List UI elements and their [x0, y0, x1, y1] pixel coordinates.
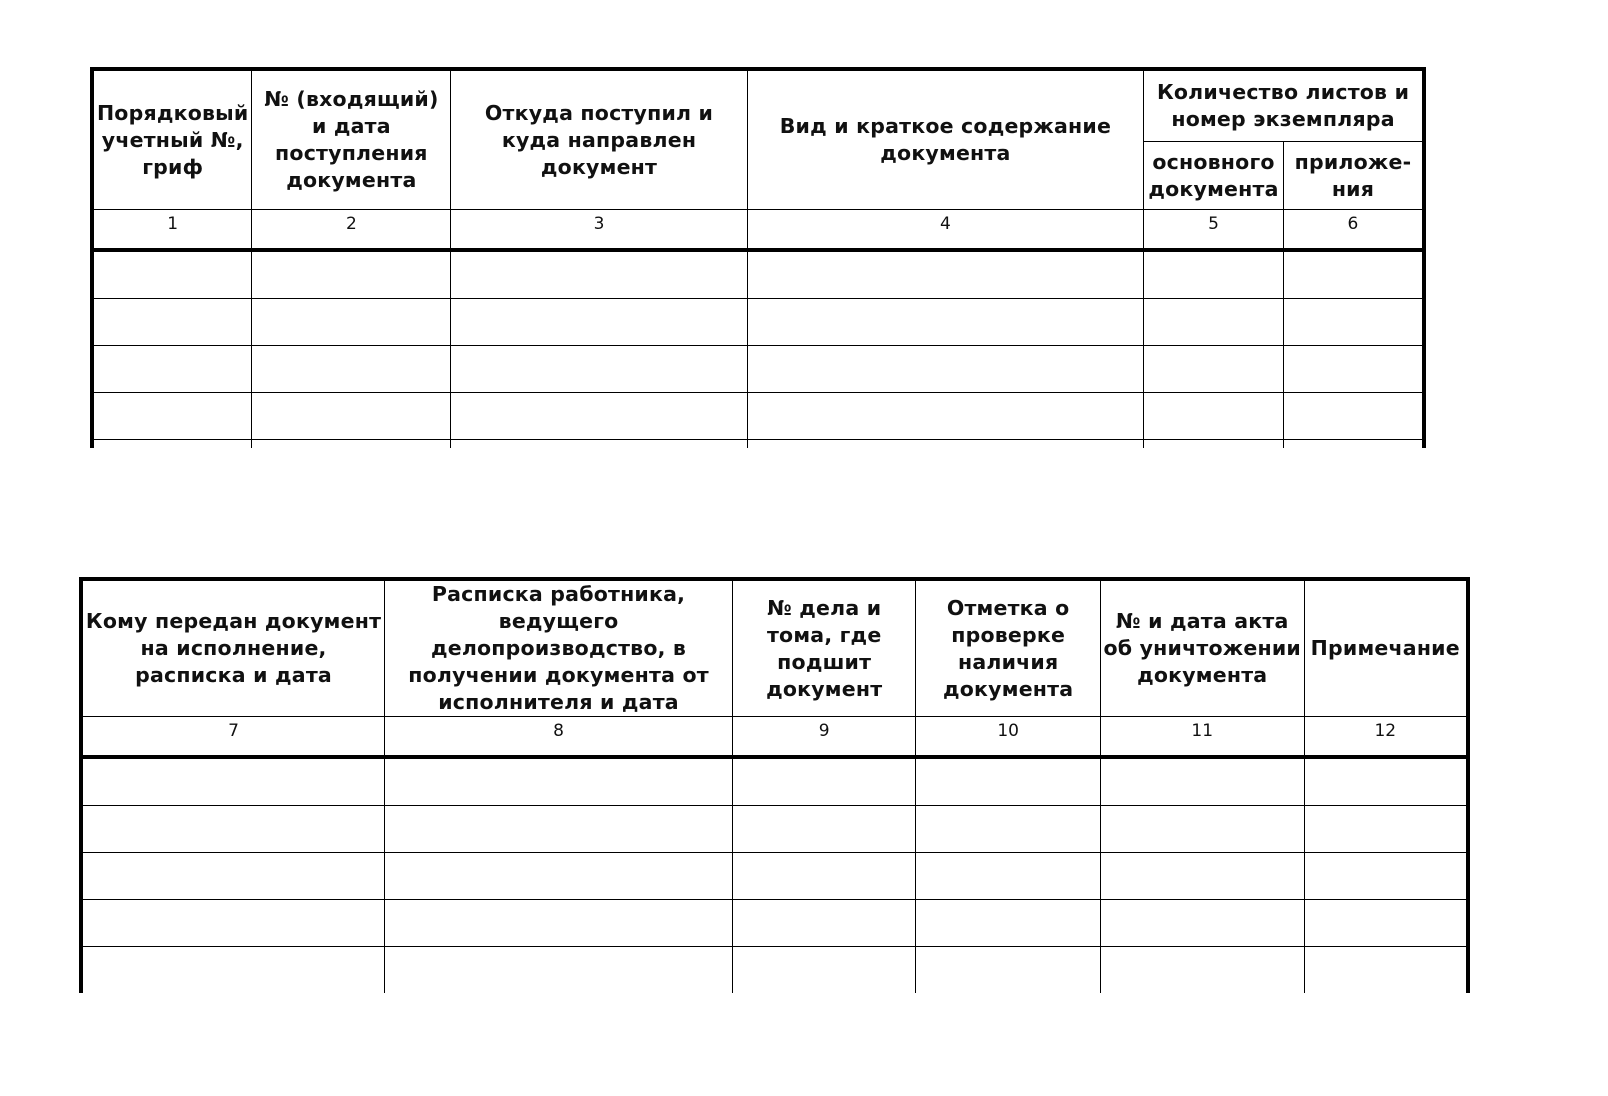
empty-cell[interactable] — [1283, 299, 1424, 346]
empty-cell[interactable] — [81, 757, 385, 806]
empty-cell[interactable] — [1283, 346, 1424, 393]
empty-cell[interactable] — [1283, 250, 1424, 299]
header-transferred-to: Кому передан документ на исполнение, расписка и дата — [81, 579, 385, 717]
empty-cell[interactable] — [1144, 346, 1284, 393]
header-source-destination: Откуда поступил и куда направлен документ — [451, 69, 747, 210]
empty-cell[interactable] — [1304, 947, 1468, 994]
column-number: 5 — [1144, 210, 1284, 251]
table-row — [81, 947, 1468, 994]
registry-table-bottom — [79, 577, 1470, 993]
empty-cell[interactable] — [1283, 393, 1424, 440]
empty-cell[interactable] — [747, 250, 1143, 299]
empty-cell[interactable] — [916, 757, 1101, 806]
empty-cell[interactable] — [451, 393, 747, 440]
table-row — [92, 299, 1424, 346]
empty-cell[interactable] — [733, 806, 916, 853]
empty-cell[interactable] — [1304, 806, 1468, 853]
empty-cell[interactable] — [385, 900, 733, 947]
empty-cell[interactable] — [92, 299, 252, 346]
empty-cell[interactable] — [747, 346, 1143, 393]
empty-cell[interactable] — [1283, 440, 1424, 449]
empty-cell[interactable] — [451, 440, 747, 449]
empty-cell[interactable] — [733, 947, 916, 994]
table-row — [81, 900, 1468, 947]
empty-cell[interactable] — [385, 806, 733, 853]
empty-cell[interactable] — [1100, 853, 1304, 900]
table-row — [81, 853, 1468, 900]
column-number-row — [81, 717, 1468, 758]
empty-cell[interactable] — [252, 299, 451, 346]
empty-cell[interactable] — [92, 346, 252, 393]
column-number: 12 — [1304, 717, 1468, 758]
empty-cell[interactable] — [1144, 250, 1284, 299]
empty-cell[interactable] — [385, 853, 733, 900]
empty-cell[interactable] — [451, 299, 747, 346]
table-row — [81, 757, 1468, 806]
column-number: 1 — [92, 210, 252, 251]
empty-cell[interactable] — [733, 900, 916, 947]
empty-cell[interactable] — [81, 947, 385, 994]
table-row — [92, 346, 1424, 393]
header-document-type-summary: Вид и краткое содержание документа — [747, 69, 1143, 210]
empty-cell[interactable] — [916, 947, 1101, 994]
empty-cell[interactable] — [733, 853, 916, 900]
empty-cell[interactable] — [1144, 299, 1284, 346]
header-note: Примечание — [1304, 579, 1468, 717]
header-clerk-receipt: Расписка работника, ведущего делопроизводство, в получении документа от исполнителя и дата — [385, 579, 733, 717]
column-number: 4 — [747, 210, 1143, 251]
header-attachments: приложе-ния — [1283, 142, 1424, 210]
header-destruction-act: № и дата акта об уничтожении документа — [1100, 579, 1304, 717]
table-row — [92, 250, 1424, 299]
header-sheet-count-copy-number: Количество листов и номер экземпляра — [1144, 69, 1424, 142]
empty-cell[interactable] — [916, 853, 1101, 900]
column-number: 10 — [916, 717, 1101, 758]
empty-cell[interactable] — [451, 250, 747, 299]
empty-cell[interactable] — [747, 440, 1143, 449]
empty-cell[interactable] — [1144, 393, 1284, 440]
column-number: 3 — [451, 210, 747, 251]
empty-cell[interactable] — [385, 757, 733, 806]
empty-cell[interactable] — [1144, 440, 1284, 449]
column-number: 2 — [252, 210, 451, 251]
header-accounting-number: Порядковый учетный №, гриф — [92, 69, 252, 210]
empty-cell[interactable] — [916, 806, 1101, 853]
column-number: 11 — [1100, 717, 1304, 758]
empty-cell[interactable] — [252, 393, 451, 440]
empty-cell[interactable] — [252, 440, 451, 449]
empty-cell[interactable] — [1304, 757, 1468, 806]
empty-cell[interactable] — [252, 250, 451, 299]
column-number: 9 — [733, 717, 916, 758]
empty-cell[interactable] — [747, 393, 1143, 440]
registry-form-part-2 — [79, 577, 1470, 993]
column-number: 7 — [81, 717, 385, 758]
registry-table-top — [90, 67, 1426, 448]
empty-cell[interactable] — [1100, 947, 1304, 994]
empty-cell[interactable] — [92, 250, 252, 299]
empty-cell[interactable] — [385, 947, 733, 994]
empty-cell[interactable] — [1100, 900, 1304, 947]
table-row — [92, 440, 1424, 449]
header-availability-check: Отметка о проверке наличия документа — [916, 579, 1101, 717]
empty-cell[interactable] — [252, 346, 451, 393]
header-case-volume-number: № дела и тома, где подшит документ — [733, 579, 916, 717]
column-number: 8 — [385, 717, 733, 758]
empty-cell[interactable] — [1100, 806, 1304, 853]
empty-cell[interactable] — [81, 900, 385, 947]
empty-cell[interactable] — [1100, 757, 1304, 806]
empty-cell[interactable] — [747, 299, 1143, 346]
column-number: 6 — [1283, 210, 1424, 251]
header-main-document: основного документа — [1144, 142, 1284, 210]
empty-cell[interactable] — [1304, 853, 1468, 900]
header-incoming-number-date: № (входящий) и дата поступления документа — [252, 69, 451, 210]
table-row — [92, 393, 1424, 440]
empty-cell[interactable] — [451, 346, 747, 393]
empty-cell[interactable] — [1304, 900, 1468, 947]
registry-form-part-1 — [90, 67, 1426, 448]
empty-cell[interactable] — [81, 853, 385, 900]
empty-cell[interactable] — [92, 393, 252, 440]
column-number-row — [92, 210, 1424, 251]
empty-cell[interactable] — [733, 757, 916, 806]
empty-cell[interactable] — [81, 806, 385, 853]
empty-cell[interactable] — [916, 900, 1101, 947]
empty-cell[interactable] — [92, 440, 252, 449]
table-row — [81, 806, 1468, 853]
